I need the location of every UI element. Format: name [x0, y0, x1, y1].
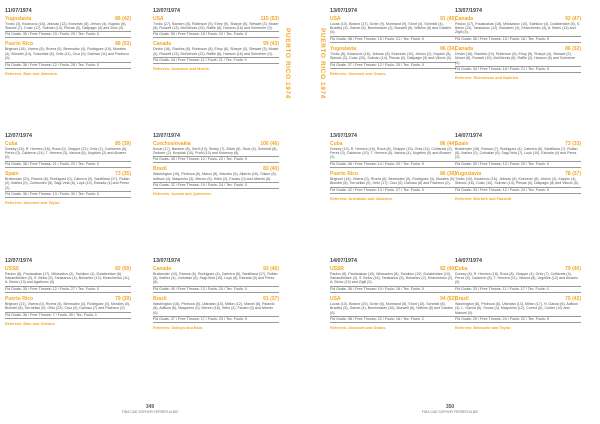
field-goals-line: Fld Goals: 33 / Free Throws: 11 / Fouls: 17 / Tec. Fouls: 0	[455, 286, 581, 293]
team-name: Brazil	[153, 295, 167, 302]
field-goals-line: Fld Goals: 35 / Free Throws: 23 / Fouls: 25 / Tec. Fouls: 0	[5, 31, 131, 38]
team-score: 93 (46)	[263, 265, 279, 272]
team-name: Puerto Rico	[5, 41, 34, 48]
game-date: 14/07/1974	[455, 258, 482, 264]
game-date: 12/07/1974	[5, 133, 32, 139]
team-name: Brazil	[153, 166, 167, 173]
team-name: Canada	[153, 265, 172, 272]
player-list: Washington (15), Pedroca (6), Marco (8), Marcelo (6), Alberto (16), Gilson (8), Adilson (4), Maquinho (3), Menon (9), Hélio (2), Fausto (0) and Alberto (6).	[153, 172, 277, 181]
team-name: Yugoslavia	[330, 45, 357, 52]
game-block	[330, 133, 456, 202]
right-page	[300, 0, 600, 424]
team-name: Canada	[153, 41, 172, 48]
referees-line: Referees: Alconnet and Taylor.	[5, 200, 61, 205]
field-goals-line: Fld Goals: 38 / Free Throws: 21 / Fouls: 22 / Tec. Fouls: 0	[5, 161, 131, 168]
referees-line: Referees: Richardson and Baldrich.	[455, 75, 520, 80]
field-goals-line: Fld Goals: 29 / Free Throws: 24 / Fouls: 22 / Tec. Fouls: 0	[455, 316, 581, 323]
team-score: 83 (40)	[263, 166, 279, 173]
field-goals-line: Fld Goals: 32 / Free Throws: 19 / Fouls: 24 / Tec. Fouls: 0	[153, 182, 279, 189]
team-score: 115 (53)	[260, 15, 279, 22]
player-list: Tvrdic (3), Kicanovic (16), Jelovac (12), Knezevic (8), Jerkov (4), Kapicic (6), Slavnic (7), Cosic (17), Solman (13), Plecas (0), Dalipagic (0) and Zizic (0).	[5, 21, 127, 30]
game-date: 11/07/1974	[5, 8, 32, 14]
field-goals-line: Fld Goals: 36 / Free Throws: 10 / Fouls: 18 / Tec. Fouls: 0	[330, 286, 456, 293]
team-name: USSR	[5, 265, 19, 272]
team-score: 91 (37)	[263, 295, 279, 302]
field-goals-line: Fld Goals: 38 / Free Throws: 12 / Fouls: 28 / Tec. Fouls: 0	[5, 62, 131, 69]
team-score: 86 (44)	[440, 140, 456, 147]
field-goals-line: Fld Goals: 50 / Free Throws: 15 / Fouls: 22 / Tec. Fouls: 0	[153, 31, 279, 38]
team-score: 86 (42)	[115, 15, 131, 22]
referees-line: Referees: Arshakian and Jakovina.	[330, 196, 393, 201]
game-date: 12/07/1974	[5, 258, 32, 264]
game-date: 14/07/1974	[455, 133, 482, 139]
footer-text: FIBA CAD SOPHOR FERRER ALBIZ	[121, 410, 179, 414]
field-goals-line: Fld Goals: 37 / Free Throws: 12 / Fouls: 25 / Tec. Fouls: 0	[330, 62, 456, 69]
game-block	[153, 258, 279, 331]
team-name: Canada	[455, 15, 474, 22]
player-list: Tvrdic (10), Kicanovic (16), Jelovac (6), Knezevic (8), Jerkov (4), Kapicic (4), Slavnic (16), Cosic (10), Solman (14), Plecas (0), Dalipagic (8) and Vilovic (0).	[455, 176, 579, 186]
team-score: 85 (39)	[115, 140, 131, 147]
team-name: USSR	[330, 265, 344, 272]
team-score: 92 (47)	[565, 15, 581, 22]
team-name: Brazil	[455, 295, 469, 302]
team-score: 79 (40)	[565, 265, 581, 272]
game-block	[5, 8, 131, 77]
referees-line: Referees: Belmonte and Taylor.	[455, 325, 512, 330]
team-name: Spain	[5, 170, 19, 177]
team-name: Cuba	[455, 265, 468, 272]
team-score: 79 (39)	[115, 295, 131, 302]
vertical-title: PUERTO RICO 1974	[319, 28, 326, 99]
field-goals-line: Fld Goals: 37 / Free Throws: 17 / Fouls: 29 / Tec. Fouls: 0	[153, 316, 279, 323]
game-date: 12/07/1974	[153, 133, 180, 139]
player-list: Washington (6), Pedroca (8), Ubiratan (13), Milton (17), H. Garcia (6), Adilson (4), L. Garcia (6), Souza (4), Maquinho (12), Correa (6), Custer (10) and Manoel (0).	[455, 301, 579, 315]
team-score: 73 (35)	[115, 170, 131, 177]
vertical-title: PUERTO RICO 1974	[284, 28, 291, 99]
game-block	[5, 133, 131, 206]
team-score: 94 (52)	[440, 295, 456, 302]
team-name: Puerto Rico	[330, 170, 359, 177]
player-list: Lucas (10), Boston (37), Grote (9), Moreland (9), Short (4), Schmidt (4), Bradley (4), Gamet (6), Brechmaker (2), Boswell (6), Wilkins (8) and Garden (0).	[330, 21, 452, 35]
team-name: Canada	[455, 45, 474, 52]
game-block	[455, 133, 581, 202]
team-name: Cuba	[5, 140, 18, 147]
player-list: Brignoni (16), Vicens (0), Rivera (6), Bermudez (0), Rodriguez (4), Morales (0), Blondet (8), Torruellas (0), Ortiz (17), Cruz (0), Dalmau (8) and Pacheco (0).	[330, 176, 456, 186]
field-goals-line: Fld Goals: 36 / Free Throws: 13 / Fouls: 30 / Tec. Fouls: 0	[5, 191, 131, 198]
player-list: Brabender (10), Ramos (6), Rodriguez (4), Cabrera (6), Santillana (17), Rullan (6), Ibañez (4), Corbalan (8), Sagl-Vela (16), Luyk (8), Estrada (0) and Perez (8).	[153, 271, 278, 285]
player-list: Lucas (10), Boston (20), Grote (6), Moreland (8), Short (10), Schmidt (8), Bradley (5), Gamet (4), Brechmaker (10), Boswell (8), Wilkins (6) and Garden (0).	[330, 301, 454, 315]
player-list: Pavlov (17), Paulauskas (18), Milosavlov (10), Salnikov (4), Dolaberidze (6), S. Belov (13), Tarakanov (12), Boloshev (4), Kharchenko (4), A. Belov (13) and Zigili (4).	[455, 21, 581, 35]
page-number: 349	[145, 404, 155, 410]
game-date: 13/07/1974	[455, 8, 482, 14]
field-goals-line: Fld Goals: 36 / Free Throws: 14 / Fouls: 20 / Tec. Fouls: 0	[330, 161, 456, 168]
field-goals-line: Fld Goals: 35 / Free Throws: 12 / Fouls: 27 / Tec. Fouls: 0	[5, 286, 131, 293]
player-list: Dorsey (10), R. Herrera (16), Roca (8), Chappe (15), Ortiz (11), Coltisreis (2), Perez (0), Calderon (10), T. Herrera (8), Varona (4), Urgelles (0) and Alvarez (2).	[330, 146, 453, 160]
referees-line: Referees: Bain and Orleans.	[5, 321, 56, 326]
team-score: 91 (45)	[440, 15, 456, 22]
player-list: Dorsey (6), R. Herrera (18), Roca (8), Chappe (4), Ortiz (7), Coltisreis (4), Perez (6), Calderon (6), T. Herrera (11), Varona (8), Urgelles (12) and Alvarez (0).	[455, 271, 578, 285]
field-goals-line: Fld Goals: 34 / Free Throws: 18 / Fouls: 21 / Tec. Fouls: 0	[455, 66, 581, 73]
game-block	[330, 258, 456, 331]
game-block	[153, 8, 279, 72]
field-goals-line: Fld Goals: 38 / Free Throws: 22 / Fouls: 18 / Tec. Fouls: 2	[330, 316, 456, 323]
team-score: 86 (34)	[440, 45, 456, 52]
game-date: 12/07/1974	[153, 8, 180, 14]
referees-line: Referees: Alconnet and Grams.	[330, 325, 387, 330]
team-name: USA	[330, 295, 341, 302]
team-name: USA	[330, 15, 341, 22]
field-goals-line: Fld Goals: 36 / Free Throws: 15 / Fouls: 18 / Tec. Fouls: 0	[455, 36, 581, 43]
player-list: Washington (16), Pedroca (8), Ubiratan (15), Milton (12), Marcel (8), Ricardo (8), Adilson (6), Maquinho (0), Menon (18), Helio (2), Fausto (0) and Alberto (0).	[153, 301, 275, 315]
game-block	[5, 258, 131, 327]
team-score: 86 (32)	[565, 45, 581, 52]
team-score: 100 (46)	[260, 140, 279, 147]
game-date: 13/07/1974	[330, 133, 357, 139]
player-list: Brignoni (21), Vicens (0), Rivera (4), Bermudez (4), Rodriguez (4), Morales (0), Blondet (8), Torruellas (0), Ortiz (22), Cruz (0), Dalmau (7) and Pacheco (0).	[5, 301, 131, 311]
player-list: Paulov (8), Paulauskas (10), Milosavlov (8), Salnikov (10), Dolaberidze (10), Sakandelidze (4), S. Belov (16), Tarakanov (5), Boloshev (2), Kharchenko (2), A. Belov (10) and Zigili (0).	[330, 271, 454, 285]
game-block	[330, 8, 456, 77]
player-list: Brabender (18), Ramos (7), Rodriguez (4), Cabrera (6), Santillana (7), Rullan (8), Ibañez (0), Corbalan (6), Sagl-Vela (7), Luyk (10), Estrada (4) and Perez (2).	[455, 146, 578, 160]
field-goals-line: Fld Goals: 45 / Free Throws: 12 / Fouls: 22 / Tec. Fouls: 0	[153, 156, 279, 163]
game-block	[455, 8, 581, 81]
field-goals-line: Fld Goals: 42 / Free Throws: 13 / Fouls: 27 / Tec. Fouls: 0	[330, 187, 456, 194]
team-score: 73 (33)	[565, 140, 581, 147]
field-goals-line: Fld Goals: 30 / Free Throws: 13 / Fouls: 20 / Tec. Fouls: 0	[455, 161, 581, 168]
team-score: 82 (49)	[440, 265, 456, 272]
page-number: 350	[445, 404, 455, 410]
team-score: 88 (53)	[115, 41, 131, 48]
field-goals-line: Fld Goals: 44 / Free Throws: 11 / Fouls: 21 / Tec. Fouls: 0	[153, 57, 279, 64]
referees-line: Referees: Bain and Jakovina.	[5, 71, 58, 76]
game-block	[153, 133, 279, 197]
referees-line: Referees: Beirbirk and Fauzotti.	[455, 196, 513, 201]
page-footer	[0, 404, 300, 414]
game-date: 13/07/1974	[330, 8, 357, 14]
player-list: Tvrdic (8), Kicanovic (16), Jelovac (8), Knezevic (10), Jerkov (2), Kapicic (8), Slavnic (3), Cosic (20), Solman (14), Plecas (0), Dalipagic (9) and Vilovic (0).	[330, 51, 452, 61]
team-name: Yugoslavia	[5, 15, 32, 22]
referees-line: Referees: Dokkyn and Bain.	[153, 325, 204, 330]
field-goals-line: Fld Goals: 33 / Free Throws: 12 / Fouls: 24 / Tec. Fouls: 0	[455, 187, 581, 194]
team-name: Puerto Rico	[5, 295, 34, 302]
team-score: 86 (38)	[440, 170, 456, 177]
player-list: Dorsey (15), R. Herrera (16), Roca (0), Chappe (21), Ortiz (2), Cobiseres (6), Perez (0), Calderon (14), T. Herrera (3), Varona (6), Urgelles (2) and Alvarez (0).	[5, 146, 128, 160]
team-name: Czechoslovakia	[153, 140, 191, 147]
player-list: Brignoni (16), Vicens (8), Rivera (0), Bermudez (4), Rodriguez (15), Morales (4), Blondet (14), Torruellas (6), Ortiz (11), Cruz (0), Dalmau (11) and Pacheco (0).	[5, 47, 130, 61]
footer-text: FIBA CAD SOPHOR FERRER ALBIZ	[421, 410, 479, 414]
game-date: 13/07/1974	[153, 258, 180, 264]
player-list: Paulov (8), Paulauskas (17), Milosavlov (3), Salnikov (4), Dolaberidze (6), Sakandelidze (3), S. Belov (5), Tarakanov (4), Boloshev (12), Kharchenko (11), A. Belov (13) and Agafonov (0).	[5, 271, 131, 285]
referees-line: Referees: Alconnet and Grams.	[330, 71, 387, 76]
player-list: Kovar (17), Bardcer (8), Gertl (10), Siroky (7), Zidek (8), Stolz (4), Schrnidt (8), Zedmer (2), Kropilak (10), Prahl (10) and Konecny (6).	[153, 146, 278, 155]
team-name: USA	[153, 15, 164, 22]
team-name: Yugoslavia	[455, 170, 482, 177]
game-block	[455, 258, 581, 331]
player-list: Tvrdic (27), Bantom (8), Robinson (5), Elrey (9), Sharpe (6), Stewart (3), Moser (8), Russell (13), McNichols (22), Raffle (8), Hanson (16) and Schreiner (0).	[153, 21, 279, 30]
team-score: 99 (43)	[263, 41, 279, 48]
field-goals-line: Fld Goals: 38 / Free Throws: 15 / Fouls: 21 / Tec. Fouls: 0	[330, 36, 456, 43]
game-date: 14/07/1974	[330, 258, 357, 264]
player-list: Devlin (16), Rautins (10), Robinson (6), Elroy (8), Sharpe (4), Stewart (2), Moser (8), Russell (10), McNichols (6), Raffle (2), Hanson (6) and Schreiner (0).	[455, 51, 576, 65]
team-score: 75 (42)	[565, 295, 581, 302]
page-footer	[300, 404, 600, 414]
player-list: Devlin (16), Rautins (8), Robinson (8), Elroy (6), Sharpe (0), Stewart (3), Moser (0), Russell (13), McNichols (22), Raffle (8), Hanson (16) and Schreiner (0).	[153, 47, 279, 56]
player-list: Brabender (21), Ramos (8), Rodriguez (0), Cabrera (0), Santillana (17), Rullan (0), Ibañez (0), Coribuslen (5), Sagl-Vela (6), Luyk (10), Estrada (4) and Perez (2).	[5, 176, 130, 190]
team-name: Spain	[455, 140, 469, 147]
team-name: Cuba	[330, 140, 343, 147]
field-goals-line: Fld Goals: 40 / Free Throws: 13 / Fouls: 20 / Tec. Fouls: 0	[153, 286, 279, 293]
referees-line: Referees: Acosta and Quinteros.	[153, 192, 212, 197]
team-score: 82 (50)	[115, 265, 131, 272]
team-score: 78 (37)	[565, 170, 581, 177]
referees-line: Referees: Assmann and Morris.	[153, 67, 210, 72]
field-goals-line: Fld Goals: 36 / Free Throws: 7 / Fouls: 30 / Tec. Fouls: 1	[5, 312, 131, 319]
